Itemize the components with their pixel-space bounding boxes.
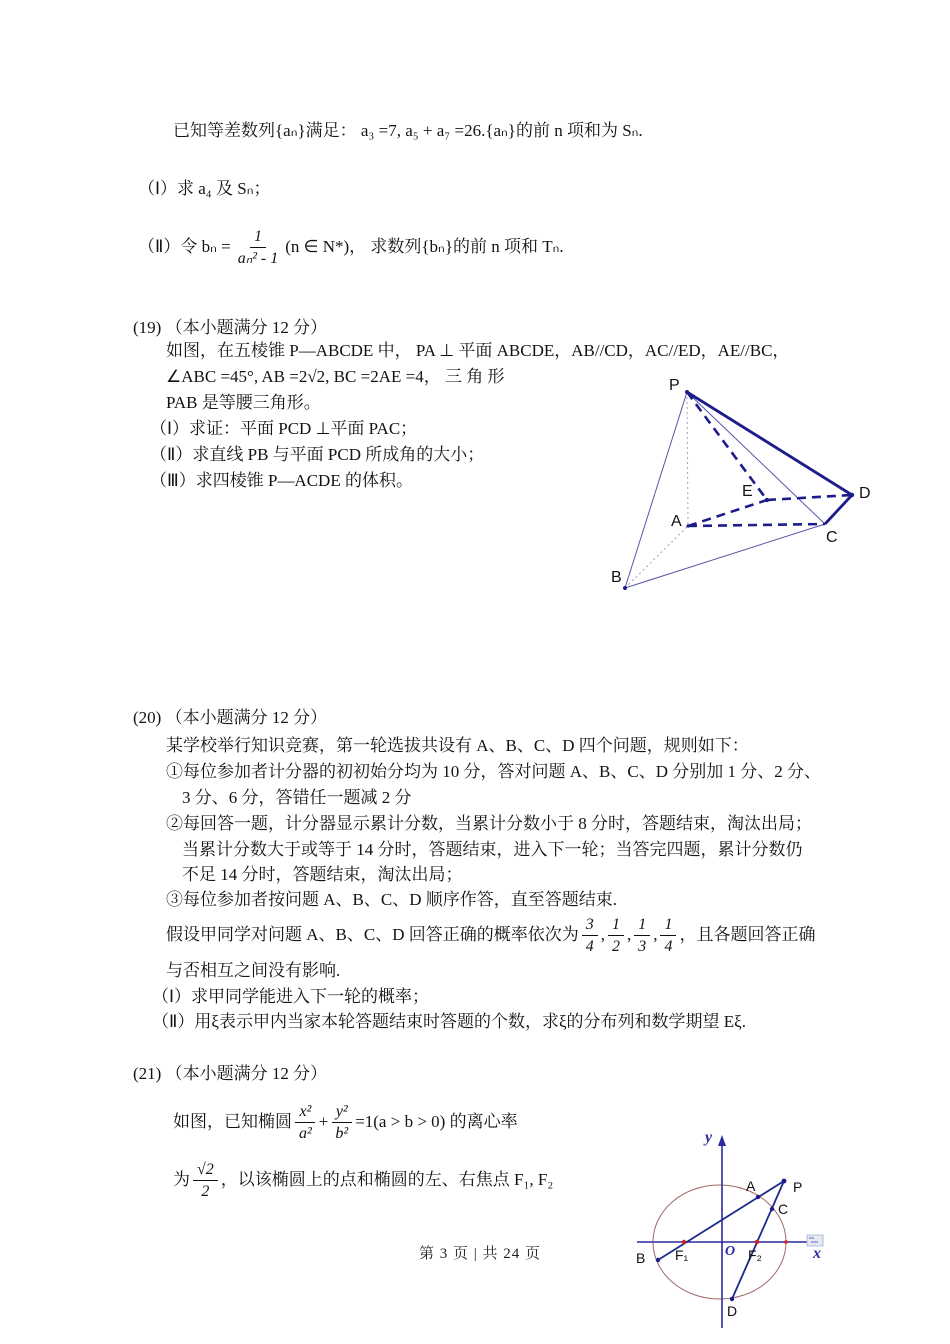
fraction-numerator: y²: [332, 1102, 352, 1123]
p21-heading: (21) （本小题满分 12 分）: [133, 1064, 328, 1083]
p18-part2-suffix: (n ∈ N*)， 求数列{bₙ}的前 n 项和 Tₙ.: [285, 237, 564, 256]
p19-line2: ∠ABC =45°, AB =2√2, BC =2AE =4， 三 角 形: [166, 367, 505, 386]
point-B-dot: [656, 1258, 660, 1262]
pyramid-label-D: D: [859, 485, 871, 502]
p20-line8: 与否相互之间没有影响.: [166, 961, 341, 980]
edge-PC: [687, 392, 825, 524]
focus-F2-label: F₂: [748, 1247, 762, 1263]
ellipse-label-A: A: [746, 1178, 756, 1194]
p20-fraction-B: [608, 915, 624, 956]
fraction-separator: ，: [679, 925, 697, 944]
edge-DC: [825, 495, 852, 524]
page-footer: 第 3 页 | 共 24 页: [419, 1246, 542, 1262]
p18-part2-prefix: （Ⅱ）令 bₙ =: [138, 237, 231, 256]
vertex-E-dot: [765, 498, 769, 502]
point-C-dot: [770, 1207, 774, 1211]
vertex-B-dot: [623, 586, 627, 590]
edge-PE: [687, 392, 767, 500]
x-axis-label: x: [813, 1245, 821, 1262]
fraction-numerator: √2: [193, 1160, 218, 1181]
fraction-denominator: 3: [638, 937, 647, 955]
p20-line4: ②每回答一题，计分器显示累计分数，当累计分数小于 8 分时，答题结束，淘汰出局；: [166, 814, 812, 833]
p20-fraction-A: [582, 915, 598, 956]
pyramid-label-C: C: [826, 529, 838, 546]
p19-line3: PAB 是等腰三角形。: [166, 393, 321, 412]
p20-prob-prefix: 假设甲同学对问题 A、B、C、D 回答正确的概率依次为: [166, 925, 579, 944]
ellipse-figure: [615, 1129, 850, 1337]
edge-AC: [688, 524, 825, 526]
pyramid-figure: [585, 372, 885, 607]
p21-fraction-x: [295, 1102, 316, 1143]
fraction-denominator: aₙ² - 1: [237, 249, 279, 267]
edge-ED: [767, 495, 852, 500]
fraction-separator: ,: [653, 925, 658, 944]
p19-part3: （Ⅲ）求四棱锥 P—ACDE 的体积。: [150, 471, 413, 490]
p21-fraction-e: [193, 1160, 218, 1201]
p20-heading: (20) （本小题满分 12 分）: [133, 708, 328, 727]
pyramid-label-E: E: [742, 483, 753, 500]
p19-part2: （Ⅱ）求直线 PB 与平面 PCD 所成角的大小；: [150, 445, 485, 464]
edge-PD: [687, 392, 852, 495]
ellipse-label-C: C: [778, 1201, 789, 1217]
p20-probability-line: [166, 909, 815, 961]
p21-line1: [173, 1096, 518, 1148]
vertex-A-dot: [686, 524, 689, 527]
p18-intro: 已知等差数列{aₙ}满足： a₃ =7, a₅ + a₇ =26.{aₙ}的前 n 项和为 Sₙ.: [173, 121, 643, 140]
pyramid-label-P: P: [669, 377, 680, 394]
point-A-dot: [756, 1195, 760, 1199]
fraction-denominator: 2: [611, 937, 620, 955]
p20-prob-suffix: 且各题回答正确: [696, 925, 816, 944]
fraction-numerator: x²: [295, 1102, 315, 1123]
focus-F1-label: F₁: [675, 1247, 689, 1263]
p20-line3: 3 分、6 分，答错任一题减 2 分: [182, 788, 412, 807]
focus-F1-dot: [682, 1240, 686, 1244]
fraction-separator: ,: [626, 925, 632, 944]
p19-line1: 如图，在五棱锥 P—ABCDE 中， PA ⊥ 平面 ABCDE，AB//CD，AC//ED，AE//BC，: [166, 341, 790, 360]
y-axis-label: y: [705, 1129, 713, 1146]
ellipse-label-D: D: [727, 1303, 738, 1319]
fraction-numerator: 1: [634, 915, 650, 936]
pyramid-label-B: B: [611, 569, 622, 586]
point-D-dot: [730, 1297, 734, 1301]
focus-F2-dot: [755, 1240, 759, 1244]
p19-heading: (19) （本小题满分 12 分）: [133, 318, 328, 337]
p20-line6: 不足 14 分时，答题结束，淘汰出局；: [182, 865, 463, 884]
p20-part1: （Ⅰ）求甲同学能进入下一轮的概率；: [152, 987, 430, 1006]
vertex-P-dot: [685, 390, 689, 394]
p20-part2: （Ⅱ）用ξ表示甲内当家本轮答题结束时答题的个数，求ξ的分布列和数学期望 Eξ.: [152, 1012, 746, 1031]
fraction-denominator: 4: [585, 937, 594, 955]
p18-fraction: [234, 227, 283, 268]
p21-line1-suffix: =1(a > b > 0) 的离心率: [355, 1112, 518, 1131]
vertex-D-dot: [850, 493, 854, 497]
p20-line5: 当累计分数大于或等于 14 分时，答题结束，进入下一轮；当答完四题，累计分数仍: [182, 840, 803, 859]
fraction-denominator: a²: [299, 1124, 312, 1142]
fraction-separator: ,: [600, 925, 605, 944]
fraction-numerator: 1: [250, 227, 266, 248]
p20-line1: 某学校举行知识竞赛，第一轮选拔共设有 A、B、C、D 四个问题，规则如下：: [166, 736, 749, 755]
plus-sign: +: [318, 1112, 329, 1131]
pyramid-label-A: A: [671, 513, 682, 530]
p21-line1-prefix: 如图，已知椭圆: [173, 1112, 292, 1131]
fraction-numerator: 1: [608, 915, 624, 936]
ellipse-label-P: P: [793, 1179, 803, 1195]
pyramid-figure-svg: [585, 372, 885, 607]
p18-part2: [138, 221, 564, 273]
p20-fraction-C: [634, 915, 650, 956]
fraction-numerator: 1: [660, 915, 676, 936]
p20-fraction-D: [660, 915, 676, 956]
p18-part1: （Ⅰ）求 a₄ 及 Sₙ；: [138, 179, 271, 198]
ellipse-right-vertex-dot: [784, 1240, 788, 1244]
p20-line7: ③每位参加者按问题 A、B、C、D 顺序作答，直至答题结束.: [166, 890, 617, 909]
p19-part1: （Ⅰ）求证：平面 PCD ⊥平面 PAC；: [150, 419, 418, 438]
fraction-denominator: 4: [664, 937, 673, 955]
p20-line2: ①每位参加者计分器的初初始分均为 10 分，答对问题 A、B、C、D 分别加 1 分、2 分、: [166, 762, 821, 781]
p21-line2-prefix: 为: [173, 1170, 190, 1189]
ellipse-label-B: B: [636, 1250, 646, 1266]
edge-AE: [688, 500, 767, 526]
p21-fraction-y: [331, 1102, 352, 1143]
fraction-numerator: 3: [582, 915, 598, 936]
p21-line2-suffix: ，以该椭圆上的点和椭圆的左、右焦点 F₁, F₂: [220, 1170, 554, 1189]
p21-line2: [173, 1154, 553, 1206]
origin-label: O: [725, 1244, 736, 1259]
point-P-dot: [782, 1179, 787, 1184]
fraction-denominator: 2: [201, 1182, 210, 1200]
edge-BC: [625, 524, 825, 588]
edge-PB: [625, 392, 687, 588]
edge-PA: [687, 392, 688, 526]
fraction-denominator: b²: [335, 1124, 349, 1142]
y-axis-arrow: [718, 1135, 726, 1146]
